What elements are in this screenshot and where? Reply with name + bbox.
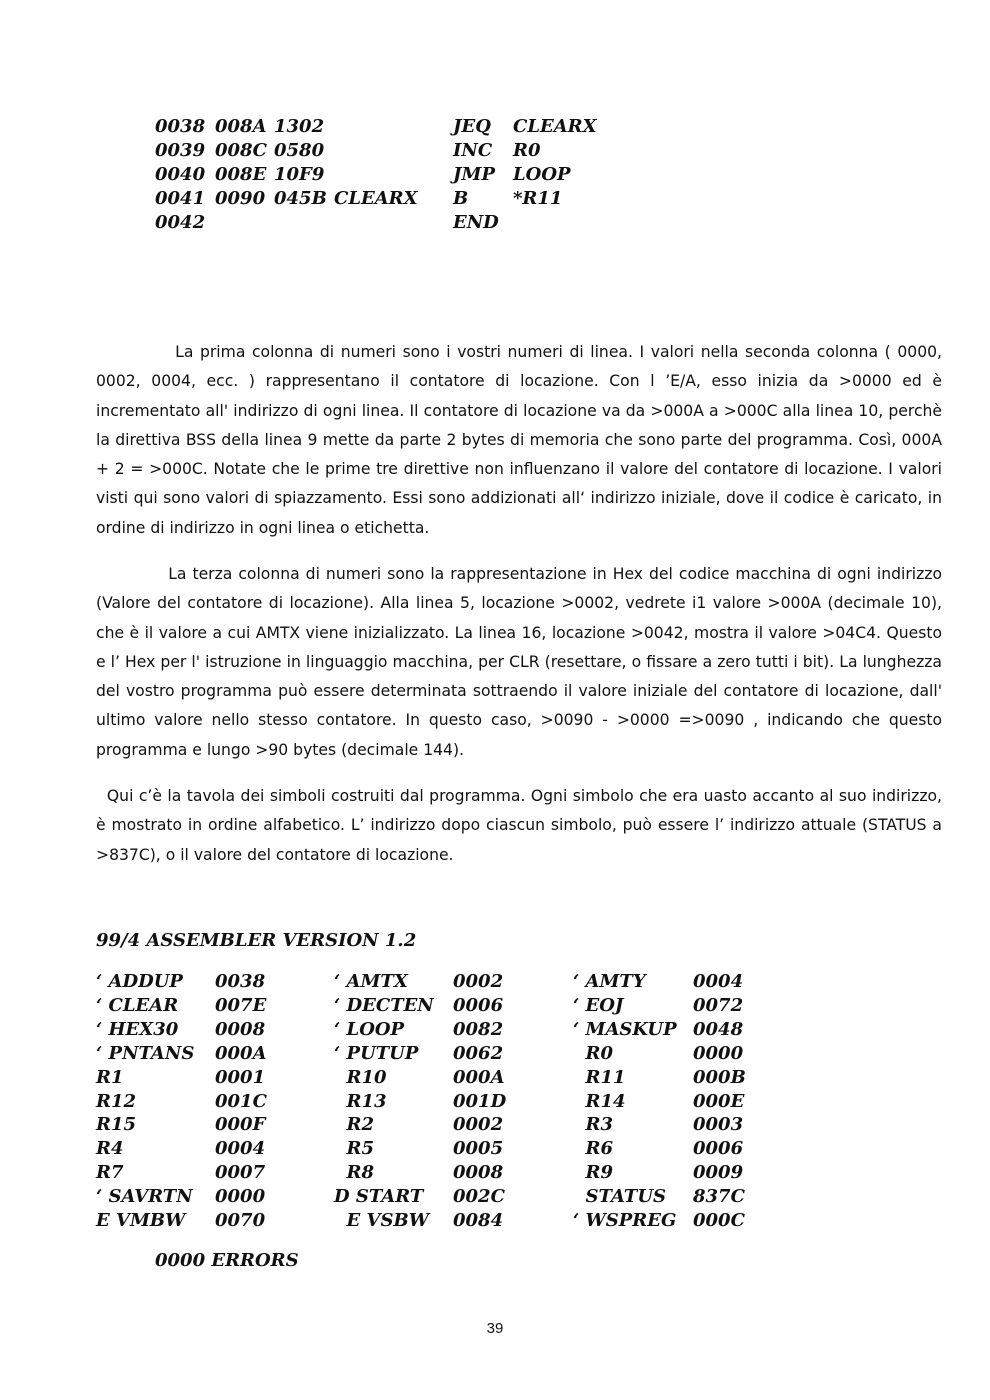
location: 008E xyxy=(215,164,267,185)
symbol-name: ‘ LOOP xyxy=(334,1018,405,1040)
symbol-address: 001C xyxy=(215,1090,267,1112)
symbol-name: ‘ PNTANS xyxy=(96,1042,195,1064)
location: 0090 xyxy=(215,188,266,209)
symbol-name: R12 xyxy=(96,1090,137,1112)
symbol-address: 0008 xyxy=(453,1162,504,1184)
symbol-address: 0000 xyxy=(215,1186,266,1208)
symbol-name: D START xyxy=(334,1186,424,1208)
location: 008C xyxy=(215,140,267,161)
symbol-name: R1 xyxy=(96,1066,124,1088)
symbol-name: R7 xyxy=(96,1162,124,1184)
symbol-address: 0084 xyxy=(453,1210,504,1231)
paragraph: La prima colonna di numeri sono i vostri numeri di linea. I valori nella seconda colonna ( 0000, 0002, 0004, ecc. ) rappresentano il contatore di locazione. Con l ’E/A, esso inizia da >0000 ed è incrementato all' indirizzo di ogni linea. Il contatore di locazione va da >000A a >000C alla linea 10, perchè la direttiva BSS della linea 9 mette da parte 2 bytes di memoria che sono parte del programma. Così, 000A + 2 = >000C. Notate che le prime tre direttive non influenzano il valore del contatore di locazione. I valori visti qui sono valori di spiazzamento. Essi sono addizionati all‘ indirizzo iniziale, dove il codice è caricato, in ordine di indirizzo in ogni linea o etichetta. xyxy=(96,343,942,537)
hex-code: 10F9 xyxy=(274,164,325,185)
symbol-address: 837C xyxy=(693,1186,745,1208)
symbol-address: 0005 xyxy=(453,1138,504,1160)
symbol-name: R11 xyxy=(573,1066,626,1088)
line-number: 0042 xyxy=(155,212,206,233)
symbol-address: 000F xyxy=(215,1114,266,1136)
symbol-address: 0070 xyxy=(215,1210,266,1231)
symbol-name: R8 xyxy=(334,1162,375,1184)
symbol-name: R10 xyxy=(334,1066,387,1088)
page-number: 39 xyxy=(486,1320,504,1337)
symbol-name: R14 xyxy=(573,1090,626,1112)
operand: *R11 xyxy=(513,188,563,209)
symbol-name: R3 xyxy=(573,1114,614,1136)
symbol-address: 000A xyxy=(215,1042,267,1064)
symbol-name: R15 xyxy=(96,1114,137,1136)
line-number: 0038 xyxy=(155,116,206,137)
operand: R0 xyxy=(513,140,541,161)
symbol-address: 0004 xyxy=(693,971,744,992)
symbol-name: ‘ WSPREG xyxy=(573,1210,677,1231)
symbol-address: 0082 xyxy=(453,1018,504,1040)
symbol-address: 0000 xyxy=(693,1042,744,1064)
symbol-name: ‘ DECTEN xyxy=(334,994,434,1016)
symbol-name: R2 xyxy=(334,1114,375,1136)
symbol-address: 0002 xyxy=(453,1114,504,1136)
symbol-address: 000C xyxy=(693,1210,745,1231)
symbol-name: ‘ ADDUP xyxy=(96,971,183,992)
symbol-name: ‘ MASKUP xyxy=(573,1018,677,1040)
symbol-name: R0 xyxy=(573,1042,614,1064)
hex-code: 1302 xyxy=(274,116,325,137)
symbol-address: 0006 xyxy=(453,994,504,1016)
symbol-address: 0003 xyxy=(693,1114,744,1136)
symbol-name: ‘ SAVRTN xyxy=(96,1186,193,1208)
symbol-name: R9 xyxy=(573,1162,614,1184)
symbol-name: R13 xyxy=(334,1090,387,1112)
symbol-name: R4 xyxy=(96,1138,124,1160)
symbol-address: 0062 xyxy=(453,1042,504,1064)
symbol-address: 0038 xyxy=(215,971,266,992)
paragraph: La terza colonna di numeri sono la rappresentazione in Hex del codice macchina di ogni indirizzo (Valore del contatore di locazione). Alla linea 5, locazione >0002, vedrete i1 valore >000A (decimale 10), che è il valore a cui AMTX viene inizializzato. La linea 16, locazione >0042, mostra il valore >04C4. Questo e l’ Hex per l' istruzione in linguaggio macchina, per CLR (resettare, o fissare a zero tutti i bit). La lunghezza del vostro programma può essere determinata sottraendo il valore iniziale del contatore di locazione, dall' ultimo valore nello stesso contatore. In questo caso, >0090 - >0000 =>0090 , indicando che questo programma e lungo >90 bytes (decimale 144). xyxy=(96,565,942,759)
symbol-name: ‘ CLEAR xyxy=(96,994,179,1016)
opcode: JMP xyxy=(453,164,495,185)
symbol-name: E VSBW xyxy=(334,1210,429,1231)
symbol-name: ‘ AMTX xyxy=(334,971,408,992)
operand: CLEARX xyxy=(513,116,597,137)
symbol-table-heading: 99/4 ASSEMBLER VERSION 1.2 xyxy=(96,930,417,951)
operand: LOOP xyxy=(513,164,571,185)
symbol-address: 0007 xyxy=(215,1162,266,1184)
symbol-address: 0006 xyxy=(693,1138,744,1160)
line-number: 0041 xyxy=(155,188,206,209)
symbol-address: 000B xyxy=(693,1066,746,1088)
symbol-address: 0002 xyxy=(453,971,504,992)
symbol-address: 000A xyxy=(453,1066,505,1088)
paragraph: Qui c’è la tavola dei simboli costruiti dal programma. Ogni simbolo che era uasto accanto al suo indirizzo, è mostrato in ordine alfabetico. L’ indirizzo dopo ciascun simbolo, può essere l’ indirizzo attuale (STATUS a >837C), o il valore del contatore di locazione. xyxy=(96,787,942,864)
symbol-name: R6 xyxy=(573,1138,614,1160)
location: 008A xyxy=(215,116,267,137)
symbol-name: R5 xyxy=(334,1138,375,1160)
opcode: INC xyxy=(453,140,493,161)
symbol-address: 001D xyxy=(453,1090,507,1112)
symbol-address: 0048 xyxy=(693,1018,744,1040)
symbol-name: ‘ HEX30 xyxy=(96,1018,179,1040)
symbol-name: ‘ PUTUP xyxy=(334,1042,419,1064)
label: CLEARX xyxy=(334,188,418,209)
symbol-name: ‘ AMTY xyxy=(573,971,646,992)
symbol-address: 007E xyxy=(215,994,267,1016)
symbol-name: ‘ EOJ xyxy=(573,994,624,1016)
hex-code: 045B xyxy=(274,188,327,209)
symbol-address: 0004 xyxy=(215,1138,266,1160)
line-number: 0039 xyxy=(155,140,206,161)
hex-code: 0580 xyxy=(274,140,325,161)
line-number: 0040 xyxy=(155,164,206,185)
symbol-name: STATUS xyxy=(573,1186,667,1208)
symbol-address: 0009 xyxy=(693,1162,744,1184)
opcode: B xyxy=(453,188,469,209)
opcode: JEQ xyxy=(453,116,491,137)
symbol-address: 0008 xyxy=(215,1018,266,1040)
symbol-name: E VMBW xyxy=(96,1210,186,1231)
error-count: 0000 ERRORS xyxy=(155,1250,299,1271)
symbol-address: 0001 xyxy=(215,1066,266,1088)
opcode: END xyxy=(453,212,499,233)
symbol-address: 002C xyxy=(453,1186,505,1208)
symbol-address: 000E xyxy=(693,1090,745,1112)
symbol-address: 0072 xyxy=(693,994,744,1016)
